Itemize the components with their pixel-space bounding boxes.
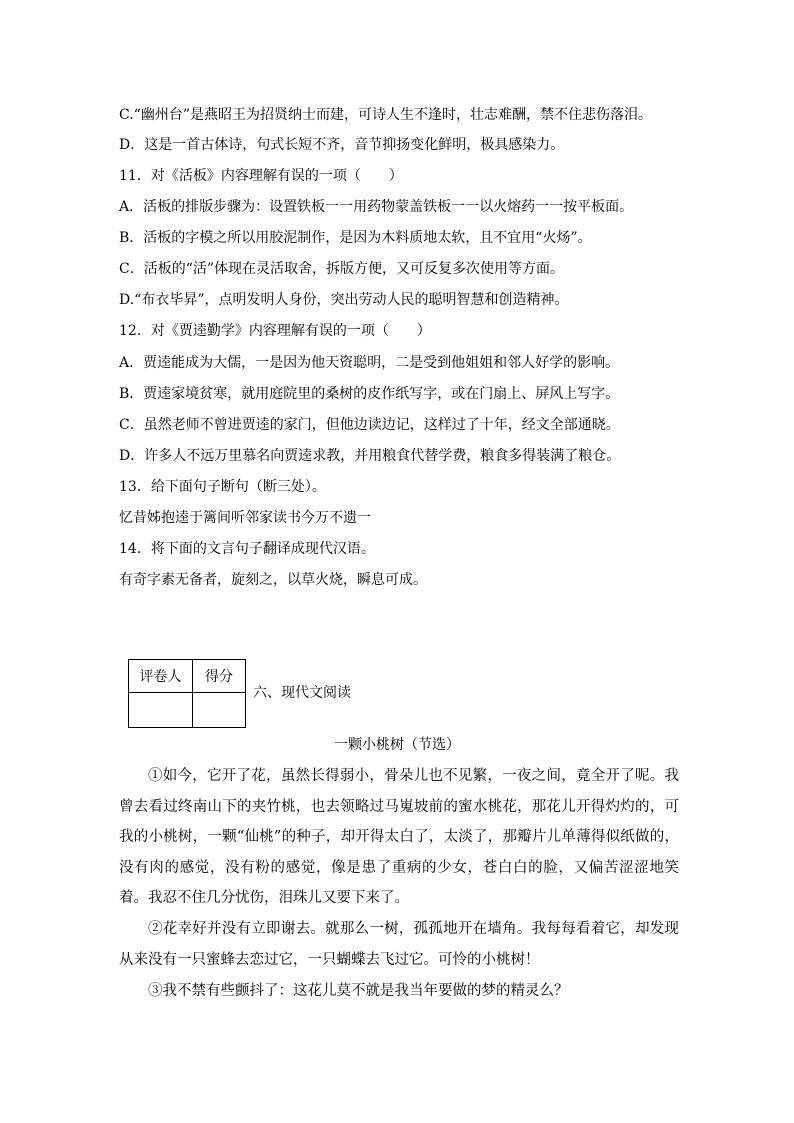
section-title: 六、现代文阅读	[253, 685, 351, 701]
question-13-text: 忆昔姊抱逵于篱间听邻家读书今万不遗一	[119, 510, 371, 526]
paragraph-3: ③我不禁有些颤抖了：这花儿莫不就是我当年要做的梦的精灵么？	[148, 983, 569, 999]
question-10-option-d: D．这是一首古体诗，句式长短不齐，音节抑扬变化鲜明，极具感染力。	[119, 137, 565, 153]
paragraph-1: ①如今，它开了花，虽然长得弱小，骨朵儿也不见繁，一夜之间，竟全开了呢。我曾去看过终南山下的夹竹桃，也去领略过马嵬坡前的蜜水桃花，那花儿开得灼灼的，可我的小桃树，一颗“仙桃”的种子，却开得太白了，太淡了，那瓣片儿单薄得似纸做的，没有肉的感觉，没有粉的感觉，像是患了重病的少女，苍白白的脸，又偏苦涩涩地笑着。我忍不住几分忧伤，泪珠儿又要下来了。	[119, 768, 679, 907]
grader-cell[interactable]	[129, 693, 193, 728]
question-14-text: 有奇字素无备者，旋刻之，以草火烧，瞬息可成。	[119, 572, 427, 588]
question-10-option-c: C.“幽州台”是燕昭王为招贤纳士而建，可诗人生不逢时，壮志难酬，禁不住悲伤落泪。	[119, 107, 652, 123]
question-13-stem: 13．给下面句子断句（断三处）。	[119, 479, 326, 495]
question-12-option-c: C．虽然老师不曾进贾逵的家门，但他边读边记，这样过了十年，经文全部通晓。	[119, 417, 620, 433]
question-11-option-a: A．活板的排版步骤为：设置铁板一一用药物蒙盖铁板一一以火熔药一一按平板面。	[119, 199, 634, 215]
question-11-option-d: D.“布衣毕昇”，点明发明人身份，突出劳动人民的聪明智慧和创造精神。	[119, 292, 569, 308]
question-11-option-b: B．活板的字模之所以用胶泥制作，是因为木料质地太软，且不宜用“火炀”。	[119, 230, 592, 246]
question-12-option-d: D．许多人不远万里慕名向贾逵求教，并用粮食代替学费，粮食多得装满了粮仓。	[119, 448, 621, 464]
question-14-stem: 14．将下面的文言句子翻译成现代汉语。	[119, 541, 375, 557]
score-label: 得分	[193, 660, 246, 693]
question-12-stem: 12．对《贾逵勤学》内容理解有误的一项（ ）	[119, 323, 431, 339]
paragraph-2: ②花幸好并没有立即谢去。就那么一树，孤孤地开在墙角。我每每看着它，却发现从来没有一只蜜蜂去恋过它，一只蝴蝶去飞过它。可怜的小桃树！	[119, 921, 679, 968]
question-12-option-a: A．贾逵能成为大儒，一是因为他天资聪明，二是受到他姐姐和邻人好学的影响。	[119, 355, 620, 371]
question-11-stem: 11．对《活板》内容理解有误的一项（ ）	[119, 168, 403, 184]
question-11-option-c: C．活板的“活”体现在灵活取舍，拆版方便，又可反复多次使用等方面。	[119, 261, 565, 277]
score-table	[128, 659, 246, 728]
article-title: 一颗小桃树（节选）	[334, 737, 460, 753]
question-12-option-b: B．贾逵家境贫寒，就用庭院里的桑树的皮作纸写字，或在门扇上、屏风上写字。	[119, 386, 620, 402]
score-cell[interactable]	[193, 693, 246, 728]
grader-label: 评卷人	[129, 660, 193, 693]
